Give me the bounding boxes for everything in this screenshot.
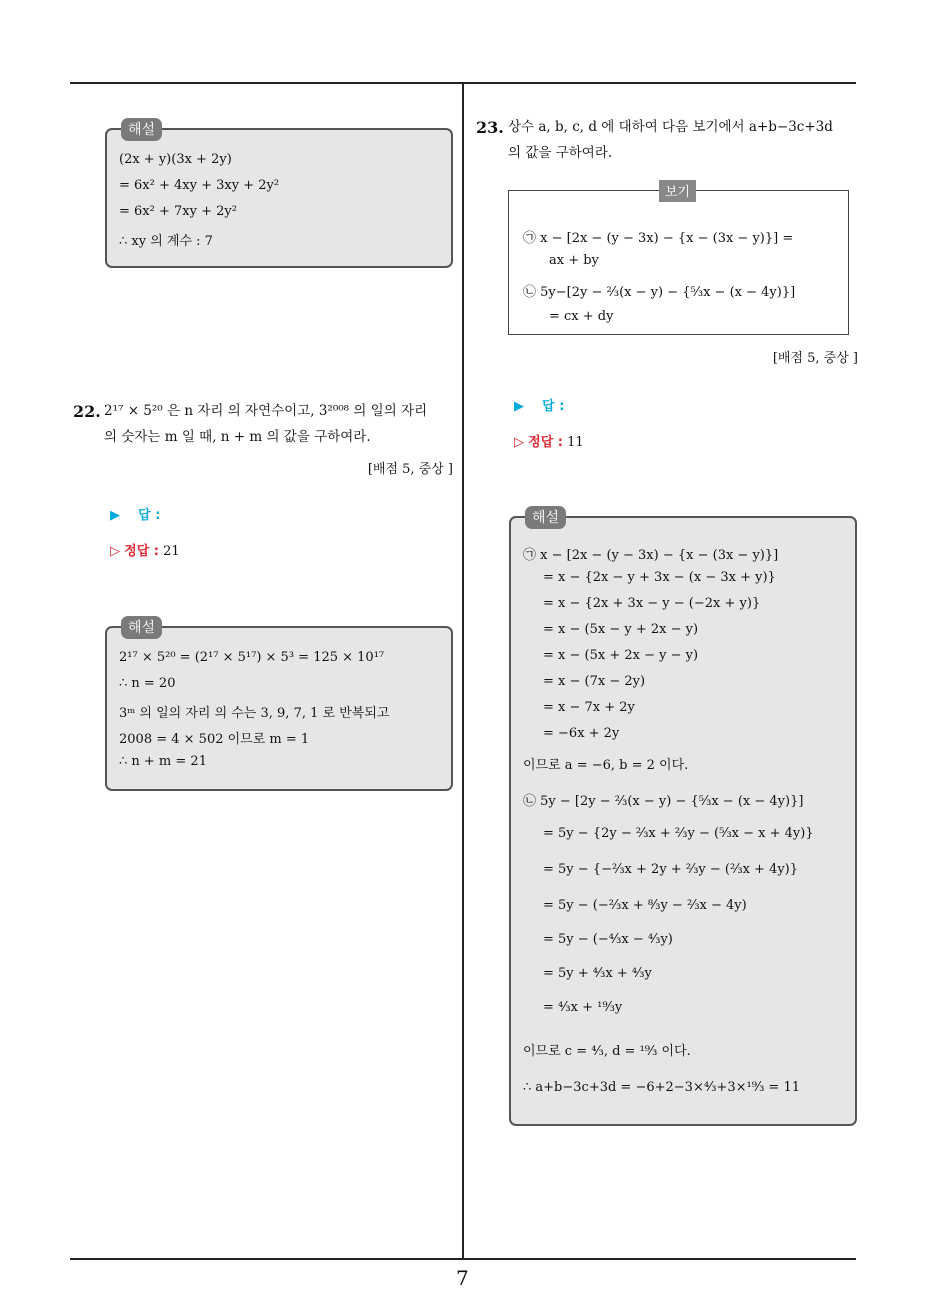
answer-label: 답 : bbox=[138, 508, 161, 523]
solution-tag: 해설 bbox=[121, 118, 162, 141]
question-text-line: 상수 a, b, c, d 에 대하여 다음 보기에서 a+b−3c+3d bbox=[508, 119, 833, 135]
example-tag: 보기 bbox=[659, 180, 696, 202]
solution-tag: 해설 bbox=[525, 506, 566, 529]
solution-line: ∴ n + m = 21 bbox=[119, 754, 207, 769]
question-number: 23. bbox=[476, 118, 504, 137]
solution-line: 이므로 a = −6, b = 2 이다. bbox=[523, 758, 689, 773]
score-label: [배점 5, 중상 ] bbox=[772, 351, 858, 366]
solution-line: 3ᵐ 의 일의 자리 의 수는 3, 9, 7, 1 로 반복되고 bbox=[119, 706, 390, 721]
answer-input-row[interactable] bbox=[514, 395, 564, 414]
page-number: 7 bbox=[456, 1266, 469, 1290]
example-box bbox=[508, 185, 849, 335]
solution-line: 2¹⁷ × 5²⁰ = (2¹⁷ × 5¹⁷) × 5³ = 125 × 10¹⁷ bbox=[119, 650, 385, 665]
correct-answer-row bbox=[514, 431, 584, 450]
question-text-line: 2¹⁷ × 5²⁰ 은 n 자리 의 자연수이고, 3²⁰⁰⁸ 의 일의 자리 bbox=[104, 403, 428, 419]
answer-input-row[interactable] bbox=[110, 504, 160, 523]
solution-line: = 5y + ⁴⁄₃x + ⁴⁄₃y bbox=[543, 966, 652, 981]
question-text bbox=[104, 398, 454, 450]
play-arrow-icon: ▶ bbox=[514, 399, 524, 414]
question-text bbox=[508, 114, 858, 166]
solution-line: = −6x + 2y bbox=[543, 726, 620, 741]
solution-line: ∴ a+b−3c+3d = −6+2−3×⁴⁄₃+3×¹⁹⁄₃ = 11 bbox=[523, 1080, 800, 1095]
hollow-arrow-icon: ▷ bbox=[514, 435, 524, 450]
question-text-line: 의 숫자는 m 일 때, n + m 의 값을 구하여라. bbox=[104, 429, 371, 445]
solution-line: = 5y − {2y − ²⁄₃x + ²⁄₃y − (⁵⁄₃x − x + 4y)} bbox=[543, 826, 814, 841]
correct-answer-row bbox=[110, 540, 180, 559]
solution-line: 이므로 c = ⁴⁄₃, d = ¹⁹⁄₃ 이다. bbox=[523, 1044, 691, 1059]
correct-answer-label: 정답 : bbox=[528, 435, 563, 450]
solution-line: = 6x² + 4xy + 3xy + 2y² bbox=[119, 178, 280, 193]
solution-line: = x − {2x − y + 3x − (x − 3x + y)} bbox=[543, 570, 776, 585]
solution-line: = ⁴⁄₃x + ¹⁹⁄₃y bbox=[543, 1000, 623, 1015]
column-divider bbox=[462, 83, 464, 1258]
score-label: [배점 5, 중상 ] bbox=[367, 462, 453, 477]
correct-answer-value: 11 bbox=[567, 435, 584, 450]
solution-line: = x − (5x − y + 2x − y) bbox=[543, 622, 699, 637]
solution-line: = x − (5x + 2x − y − y) bbox=[543, 648, 699, 663]
solution-box-23 bbox=[509, 510, 857, 1126]
solution-box-22 bbox=[105, 620, 453, 791]
solution-line: ㉡ 5y − [2y − ²⁄₃(x − y) − {⁵⁄₃x − (x − 4y)}] bbox=[523, 794, 804, 809]
solution-line: = 5y − (−²⁄₃x + ⁸⁄₃y − ²⁄₃x − 4y) bbox=[543, 898, 747, 913]
solution-line: ∴ n = 20 bbox=[119, 676, 176, 691]
example-line: ㉡ 5y−[2y − ²⁄₃(x − y) − {⁵⁄₃x − (x − 4y)}] bbox=[523, 285, 796, 300]
solution-line: = x − (7x − 2y) bbox=[543, 674, 646, 689]
hollow-arrow-icon: ▷ bbox=[110, 544, 120, 559]
answer-label: 답 : bbox=[542, 399, 565, 414]
solution-tag: 해설 bbox=[121, 616, 162, 639]
solution-line: = x − 7x + 2y bbox=[543, 700, 635, 715]
correct-answer-label: 정답 : bbox=[124, 544, 159, 559]
solution-line: ∴ xy 의 계수 : 7 bbox=[119, 234, 213, 249]
solution-line: ㉠ x − [2x − (y − 3x) − {x − (3x − y)}] bbox=[523, 548, 779, 563]
question-number: 22. bbox=[73, 402, 101, 421]
solution-box-21 bbox=[105, 122, 453, 268]
solution-line: = 5y − {−²⁄₃x + 2y + ²⁄₃y − (²⁄₃x + 4y)} bbox=[543, 862, 799, 877]
solution-line: (2x + y)(3x + 2y) bbox=[119, 152, 232, 167]
question-text-line: 의 값을 구하여라. bbox=[508, 145, 613, 161]
correct-answer-value: 21 bbox=[163, 544, 180, 559]
solution-line: = 6x² + 7xy + 2y² bbox=[119, 204, 237, 219]
example-line: = cx + dy bbox=[549, 309, 614, 324]
example-line: ax + by bbox=[549, 253, 599, 268]
example-line: ㉠ x − [2x − (y − 3x) − {x − (3x − y)}] = bbox=[523, 231, 794, 246]
play-arrow-icon: ▶ bbox=[110, 508, 120, 523]
solution-line: = 5y − (−⁴⁄₃x − ⁴⁄₃y) bbox=[543, 932, 673, 947]
solution-line: = x − {2x + 3x − y − (−2x + y)} bbox=[543, 596, 761, 611]
bottom-rule bbox=[70, 1258, 856, 1260]
solution-line: 2008 = 4 × 502 이므로 m = 1 bbox=[119, 732, 310, 747]
